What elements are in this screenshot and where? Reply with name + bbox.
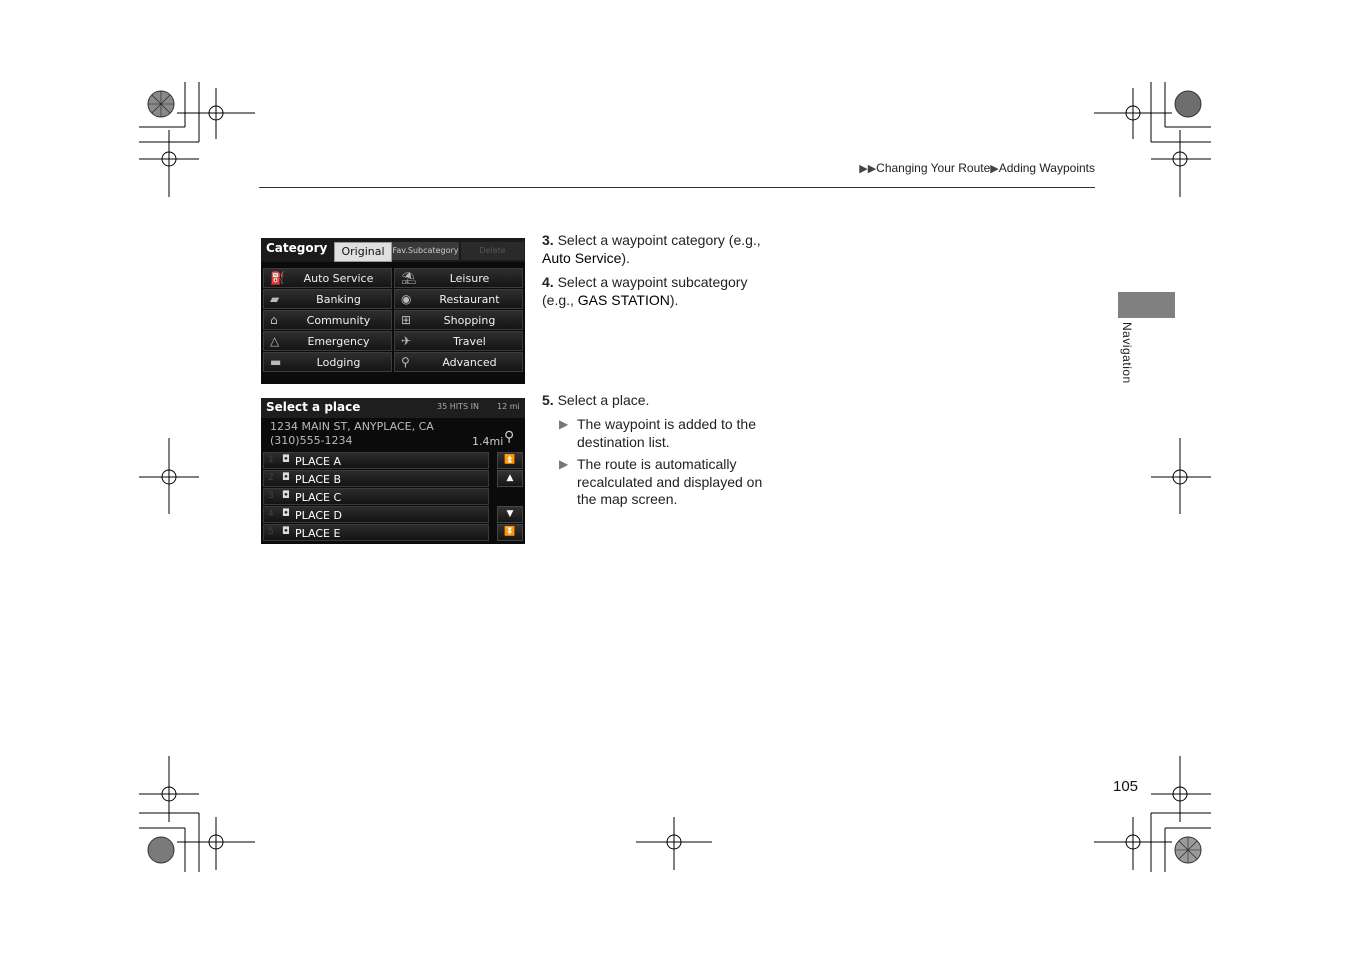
phone-line: (310)555-1234: [270, 434, 353, 447]
row-number: 1: [268, 455, 274, 465]
list-item[interactable]: [263, 452, 489, 469]
category-label: Lodging: [316, 356, 361, 369]
tab-original[interactable]: Original: [334, 242, 392, 262]
category-screen: [261, 238, 525, 384]
hits-count: 35 HITS IN: [437, 402, 479, 411]
result-arrow-icon: ▶: [559, 417, 569, 431]
bank-card-icon: ▰: [270, 292, 280, 306]
search-icon[interactable]: ⚲: [504, 429, 515, 445]
list-item[interactable]: [263, 470, 489, 487]
step-number: 5.: [542, 392, 554, 408]
category-restaurant[interactable]: [394, 289, 523, 309]
address-line: 1234 MAIN ST, ANYPLACE, CA: [270, 420, 434, 433]
step-number: 4.: [542, 274, 554, 290]
place-screen: [261, 398, 525, 544]
row-number: 5: [268, 527, 274, 537]
category-label: Community: [306, 314, 371, 327]
category-label: Leisure: [449, 272, 490, 285]
breadcrumb-item: Adding Waypoints: [998, 161, 1095, 175]
tab-fav-subcategory[interactable]: Fav.Subcategory: [392, 242, 459, 260]
emergency-icon: △: [270, 334, 280, 348]
category-lodging[interactable]: [263, 352, 392, 372]
step-4: [542, 273, 764, 309]
category-label: Advanced: [442, 356, 497, 369]
scroll-up-icon[interactable]: ▲: [497, 470, 523, 487]
category-travel[interactable]: [394, 331, 523, 351]
page-up-icon[interactable]: ⏫: [497, 452, 523, 469]
place-title: Select a place: [266, 400, 361, 414]
section-label: Navigation: [1120, 322, 1134, 384]
restaurant-icon: ◉: [401, 292, 412, 306]
step-text: Select a waypoint subcategory (e.g.,: [542, 274, 748, 308]
triangle-right-icon: ▶▶: [859, 163, 877, 175]
place-distance: 1.4mi: [472, 435, 504, 448]
step-emphasis: Auto Service: [542, 250, 622, 266]
page-number: 105: [1113, 778, 1139, 795]
category-title: Category: [266, 241, 328, 255]
result-text: The waypoint is added to the destination list.: [577, 416, 757, 450]
step-text-end: ).: [669, 292, 679, 308]
place-address: [270, 420, 434, 448]
tab-delete[interactable]: Delete: [461, 242, 524, 260]
place-label: PLACE A: [295, 455, 341, 468]
row-number: 3: [268, 491, 274, 501]
result-1: [559, 416, 763, 451]
search-radius: 12 mi: [497, 402, 520, 411]
result-2: [559, 456, 763, 509]
place-header: [261, 398, 525, 418]
list-item[interactable]: [263, 488, 489, 505]
step-number: 3.: [542, 232, 554, 248]
category-banking[interactable]: [263, 289, 392, 309]
row-number: 4: [268, 509, 274, 519]
place-icon: ◘: [282, 490, 290, 501]
category-label: Restaurant: [439, 293, 500, 306]
section-tab: [1118, 292, 1175, 318]
place-icon: ◘: [282, 472, 290, 483]
place-label: PLACE C: [295, 491, 342, 504]
step-text: Select a waypoint category (e.g.,: [557, 232, 761, 248]
cart-icon: ⊞: [401, 313, 412, 327]
list-item[interactable]: [263, 506, 489, 523]
step-text: Select a place.: [557, 392, 650, 408]
gas-pump-icon: ⛽: [270, 271, 285, 285]
category-label: Banking: [316, 293, 361, 306]
result-text: The route is automatically recalculated and displayed on the map screen.: [577, 456, 763, 507]
step-5: [542, 391, 764, 409]
category-label: Travel: [453, 335, 486, 348]
header-rule: [259, 187, 1095, 188]
category-label: Emergency: [307, 335, 370, 348]
category-leisure[interactable]: [394, 268, 523, 288]
place-icon: ◘: [282, 454, 290, 465]
triangle-right-icon: ▶: [990, 163, 999, 175]
step-3: [542, 231, 764, 267]
scroll-down-icon[interactable]: ▼: [497, 506, 523, 523]
place-icon: ◘: [282, 508, 290, 519]
page-down-icon[interactable]: ⏬: [497, 524, 523, 541]
scroll-controls: [497, 452, 523, 542]
leisure-icon: ⛱: [401, 271, 417, 285]
category-header: [261, 238, 525, 262]
category-emergency[interactable]: [263, 331, 392, 351]
airplane-icon: ✈: [401, 334, 412, 348]
breadcrumb-item: Changing Your Route: [876, 161, 991, 175]
place-icon: ◘: [282, 526, 290, 537]
list-item[interactable]: [263, 524, 489, 541]
row-number: 2: [268, 473, 274, 483]
category-shopping[interactable]: [394, 310, 523, 330]
building-icon: ⌂: [270, 313, 278, 327]
category-auto-service[interactable]: [263, 268, 392, 288]
magnifier-icon: ⚲: [401, 355, 410, 369]
category-advanced[interactable]: [394, 352, 523, 372]
result-arrow-icon: ▶: [559, 457, 569, 471]
place-label: PLACE E: [295, 527, 341, 540]
category-label: Auto Service: [303, 272, 374, 285]
breadcrumb: [859, 161, 1095, 175]
category-label: Shopping: [443, 314, 496, 327]
place-label: PLACE D: [295, 509, 342, 522]
step-emphasis: GAS STATION: [577, 292, 670, 308]
bed-icon: ▬: [270, 355, 282, 369]
place-label: PLACE B: [295, 473, 342, 486]
category-community[interactable]: [263, 310, 392, 330]
step-text-end: ).: [621, 250, 630, 266]
